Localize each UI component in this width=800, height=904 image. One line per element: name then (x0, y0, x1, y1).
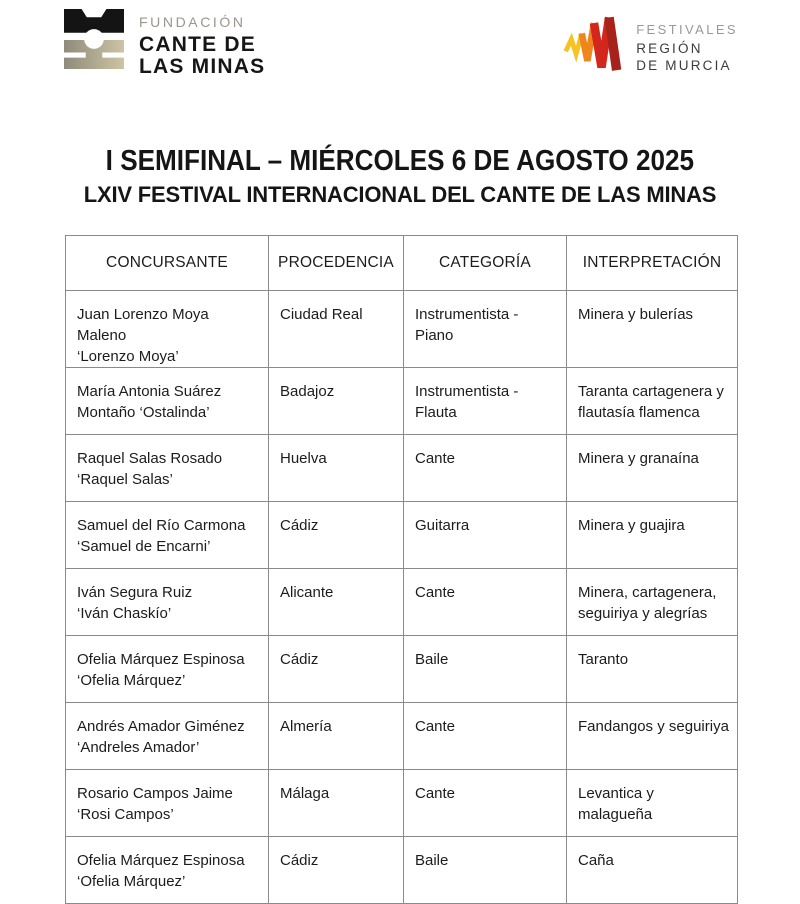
cell-line: Raquel Salas Rosado (77, 450, 223, 467)
cell-line: flautasía flamenca (578, 404, 700, 421)
contestants-table (65, 235, 738, 904)
cell-line: Minera y guajira (578, 517, 685, 534)
cell-concursante (66, 435, 269, 502)
cell-interpretacion (567, 569, 738, 636)
cell-procedencia (269, 368, 404, 435)
cell-interpretacion (567, 837, 738, 904)
las-minas-label: LAS MINAS (139, 55, 266, 78)
fundacion-cante-minas-logo (64, 8, 265, 78)
table-row (66, 435, 738, 502)
cell-line: ‘Raquel Salas’ (77, 471, 173, 488)
cell-line: Baile (415, 852, 449, 869)
cell-line: ‘Rosi Campos’ (77, 806, 174, 823)
cell-line: Andrés Amador Giménez (77, 718, 245, 735)
cell-line: Taranta cartagenera y (578, 383, 724, 400)
cell-line: Caña (578, 852, 614, 869)
cell-line: ‘Ofelia Márquez’ (77, 873, 186, 890)
cell-interpretacion (567, 703, 738, 770)
cell-line: ‘Lorenzo Moya’ (77, 348, 179, 365)
cell-categoria (404, 703, 567, 770)
cell-line: ‘Ofelia Márquez’ (77, 672, 186, 689)
cell-procedencia (269, 703, 404, 770)
cell-line: Baile (415, 651, 449, 668)
cante-minas-logo-icon (64, 8, 124, 70)
title-block (0, 144, 800, 209)
header-row (66, 236, 738, 291)
cell-categoria (404, 291, 567, 368)
cell-line: Alicante (280, 584, 334, 601)
page-subtitle: LXIV FESTIVAL INTERNACIONAL DEL CANTE DE LAS MINAS (83, 182, 717, 207)
cell-concursante (66, 368, 269, 435)
cell-line: Rosario Campos Jaime (77, 785, 233, 802)
de-murcia-label: DE MURCIA (636, 58, 732, 73)
cell-line: Samuel del Río Carmona (77, 517, 246, 534)
cell-line: Instrumentista - Flauta (415, 383, 519, 421)
cell-interpretacion (567, 502, 738, 569)
cell-line: Cante (415, 584, 456, 601)
cell-line: Badajoz (280, 383, 335, 400)
festivales-label: FESTIVALES (636, 22, 738, 37)
cell-line: Minera y granaína (578, 450, 699, 467)
cell-concursante (66, 770, 269, 837)
cell-concursante (66, 837, 269, 904)
cell-line: seguiriya y alegrías (578, 605, 708, 622)
cell-procedencia (269, 291, 404, 368)
festivales-region-murcia-wave-icon (562, 8, 626, 74)
cell-line: ‘Iván Chaskío’ (77, 605, 172, 622)
cell-line: Levantica y (578, 785, 654, 802)
table-body (66, 291, 738, 904)
cell-line: ‘Samuel de Encarni’ (77, 538, 211, 555)
cell-procedencia (269, 636, 404, 703)
cante-de-label: CANTE DE (139, 33, 256, 56)
cell-line: Ofelia Márquez Espinosa (77, 852, 245, 869)
cell-line: Cante (415, 718, 456, 735)
festivales-logo-text (636, 8, 738, 74)
cell-line: Juan Lorenzo Moya Maleno (77, 306, 209, 344)
cell-line: Ciudad Real (280, 306, 363, 323)
cell-categoria (404, 368, 567, 435)
cell-line: Cante (415, 450, 456, 467)
cell-line: Almería (280, 718, 332, 735)
cell-line: Iván Segura Ruiz (77, 584, 193, 601)
cell-line: Instrumentista - Piano (415, 306, 519, 344)
table-header (66, 236, 738, 291)
cell-concursante (66, 703, 269, 770)
column-header-procedencia: PROCEDENCIA (269, 236, 404, 291)
cell-concursante (66, 569, 269, 636)
cell-interpretacion (567, 636, 738, 703)
cell-concursante (66, 502, 269, 569)
cell-line: Cádiz (280, 651, 319, 668)
cell-line: malagueña (578, 806, 653, 823)
cell-line: Minera y bulerías (578, 306, 694, 323)
cell-line: Cádiz (280, 517, 319, 534)
column-header-categoria: CATEGORÍA (404, 236, 567, 291)
fundacion-logo-text (139, 8, 265, 78)
cell-line: Minera, cartagenera, (578, 584, 717, 601)
fundacion-label: FUNDACIÓN (139, 14, 246, 30)
page-header (0, 0, 800, 78)
cell-line: ‘Andreles Amador’ (77, 739, 200, 756)
cell-line: Montaño ‘Ostalinda’ (77, 404, 210, 421)
column-header-interpretacion: INTERPRETACIÓN (567, 236, 738, 291)
table-row (66, 569, 738, 636)
table-row (66, 837, 738, 904)
cell-line: Guitarra (415, 517, 470, 534)
cell-line: Málaga (280, 785, 330, 802)
cell-procedencia (269, 837, 404, 904)
cell-categoria (404, 770, 567, 837)
cell-line: Ofelia Márquez Espinosa (77, 651, 245, 668)
table-row (66, 703, 738, 770)
region-label: REGIÓN (636, 41, 703, 56)
table-row (66, 368, 738, 435)
cell-categoria (404, 502, 567, 569)
cell-interpretacion (567, 435, 738, 502)
festivales-region-murcia-logo (562, 8, 738, 74)
table-row (66, 291, 738, 368)
cell-categoria (404, 569, 567, 636)
column-header-concursante: CONCURSANTE (66, 236, 269, 291)
cell-line: María Antonia Suárez (77, 383, 222, 400)
cell-line: Cádiz (280, 852, 319, 869)
table-row (66, 636, 738, 703)
cell-interpretacion (567, 291, 738, 368)
table-row (66, 502, 738, 569)
table-row (66, 770, 738, 837)
cell-concursante (66, 636, 269, 703)
cell-line: Huelva (280, 450, 327, 467)
cell-procedencia (269, 569, 404, 636)
cell-concursante (66, 291, 269, 368)
cell-line: Fandangos y seguiriya (578, 718, 729, 735)
cell-categoria (404, 837, 567, 904)
cell-line: Cante (415, 785, 456, 802)
cell-procedencia (269, 435, 404, 502)
cell-categoria (404, 636, 567, 703)
cell-procedencia (269, 502, 404, 569)
cell-categoria (404, 435, 567, 502)
cell-interpretacion (567, 368, 738, 435)
cell-procedencia (269, 770, 404, 837)
cell-line: Taranto (578, 651, 629, 668)
cell-interpretacion (567, 770, 738, 837)
page-title: I SEMIFINAL – MIÉRCOLES 6 DE AGOSTO 2025 (105, 145, 695, 177)
